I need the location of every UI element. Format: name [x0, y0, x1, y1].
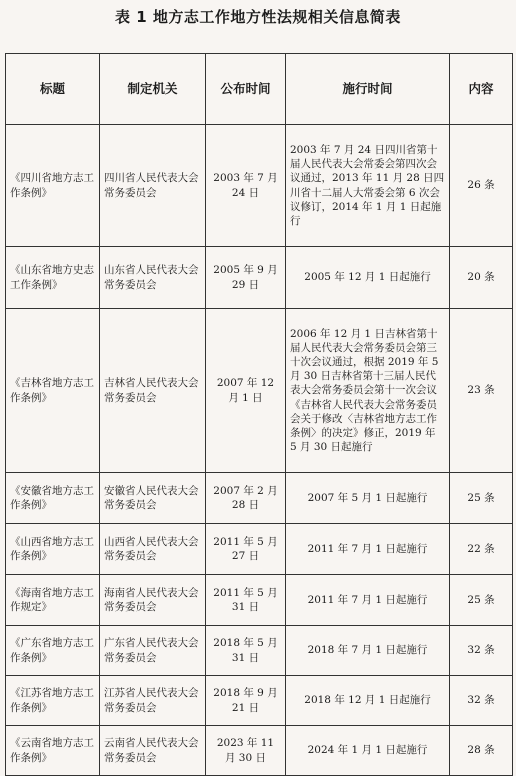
- law-title-cell: 《云南省地方志工作条例》: [6, 726, 100, 776]
- table-row: [6, 247, 513, 309]
- article-count-cell: 32 条: [450, 626, 513, 676]
- published-date-cell: 2011 年 5 月 27 日: [206, 524, 286, 575]
- page-title: 表 1 地方志工作地方性法规相关信息简表: [115, 8, 401, 26]
- published-date-cell: 2018 年 9 月 21 日: [206, 676, 286, 726]
- effective-date-cell: 2024 年 1 月 1 日起施行: [286, 726, 450, 776]
- table-row: [6, 309, 513, 473]
- table-header-row: [6, 54, 513, 125]
- table-row: [6, 676, 513, 726]
- law-info-table: [5, 53, 513, 776]
- article-count-cell: 32 条: [450, 676, 513, 726]
- header-org: 制定机关: [100, 54, 206, 125]
- article-count-cell: 25 条: [450, 473, 513, 524]
- table-row: [6, 125, 513, 247]
- header-title: 标题: [6, 54, 100, 125]
- article-count-cell: 23 条: [450, 309, 513, 473]
- effective-date-cell: 2011 年 7 月 1 日起施行: [286, 575, 450, 626]
- header-content: 内容: [450, 54, 513, 125]
- effective-date-cell: 2018 年 7 月 1 日起施行: [286, 626, 450, 676]
- org-cell: 山西省人民代表大会常务委员会: [100, 524, 206, 575]
- law-title-cell: 《吉林省地方志工作条例》: [6, 309, 100, 473]
- law-title-cell: 《广东省地方志工作条例》: [6, 626, 100, 676]
- org-cell: 安徽省人民代表大会常务委员会: [100, 473, 206, 524]
- org-cell: 山东省人民代表大会常务委员会: [100, 247, 206, 309]
- law-title-cell: 《安徽省地方志工作条例》: [6, 473, 100, 524]
- org-cell: 海南省人民代表大会常务委员会: [100, 575, 206, 626]
- law-title-cell: 《海南省地方志工作规定》: [6, 575, 100, 626]
- effective-date-cell: 2005 年 12 月 1 日起施行: [286, 247, 450, 309]
- table-row: [6, 524, 513, 575]
- law-title-cell: 《山西省地方志工作条例》: [6, 524, 100, 575]
- law-title-cell: 《山东省地方史志工作条例》: [6, 247, 100, 309]
- table-row: [6, 626, 513, 676]
- effective-date-cell: 2006 年 12 月 1 日吉林省第十届人民代表大会常务委员会第三十次会议通过，根据 2019 年 5 月 30 日吉林省第十三届人民代表大会常务委员会第十一次会议《吉林省人民代表大会常务委员会关于修改〈吉林省地方志工作条例〉的决定》修正，2019 年 5 月 30 日起施行: [286, 309, 450, 473]
- effective-date-cell: 2007 年 5 月 1 日起施行: [286, 473, 450, 524]
- effective-date-cell: 2018 年 12 月 1 日起施行: [286, 676, 450, 726]
- article-count-cell: 22 条: [450, 524, 513, 575]
- law-title-cell: 《四川省地方志工作条例》: [6, 125, 100, 247]
- published-date-cell: 2018 年 5 月 31 日: [206, 626, 286, 676]
- published-date-cell: 2003 年 7 月 24 日: [206, 125, 286, 247]
- header-effective: 施行时间: [286, 54, 450, 125]
- table-row: [6, 726, 513, 776]
- published-date-cell: 2023 年 11 月 30 日: [206, 726, 286, 776]
- article-count-cell: 28 条: [450, 726, 513, 776]
- published-date-cell: 2007 年 2 月 28 日: [206, 473, 286, 524]
- org-cell: 云南省人民代表大会常务委员会: [100, 726, 206, 776]
- effective-date-cell: 2011 年 7 月 1 日起施行: [286, 524, 450, 575]
- effective-date-cell: 2003 年 7 月 24 日四川省第十届人民代表大会常委会第四次会议通过，2013 年 11 月 28 日四川省十二届人大常委会第 6 次会议修订，2014 年 1 月 1 日起施行: [286, 125, 450, 247]
- published-date-cell: 2007 年 12 月 1 日: [206, 309, 286, 473]
- org-cell: 四川省人民代表大会常务委员会: [100, 125, 206, 247]
- published-date-cell: 2011 年 5 月 31 日: [206, 575, 286, 626]
- header-published: 公布时间: [206, 54, 286, 125]
- table-row: [6, 575, 513, 626]
- law-title-cell: 《江苏省地方志工作条例》: [6, 676, 100, 726]
- org-cell: 广东省人民代表大会常务委员会: [100, 626, 206, 676]
- published-date-cell: 2005 年 9 月 29 日: [206, 247, 286, 309]
- org-cell: 吉林省人民代表大会常务委员会: [100, 309, 206, 473]
- table-row: [6, 473, 513, 524]
- article-count-cell: 26 条: [450, 125, 513, 247]
- article-count-cell: 20 条: [450, 247, 513, 309]
- org-cell: 江苏省人民代表大会常务委员会: [100, 676, 206, 726]
- article-count-cell: 25 条: [450, 575, 513, 626]
